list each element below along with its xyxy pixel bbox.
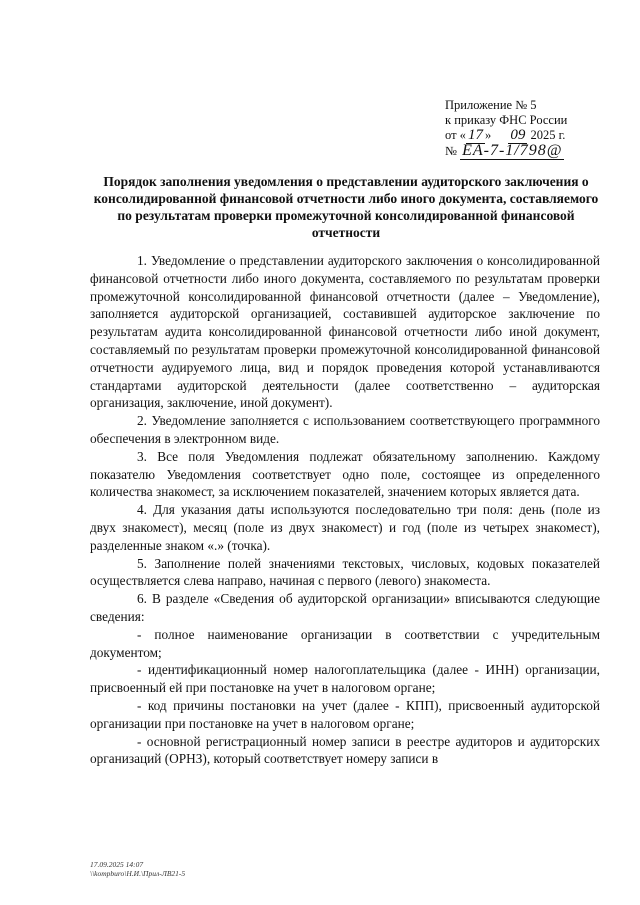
list-item: - полное наименование организации в соответствии с учредительным документом; xyxy=(90,626,600,660)
paragraph-4: 4. Для указания даты используются последовательно три поля: день (поле из двух знакомест), месяц (поле из двух знакомест) и год (поле из четырех знакомест), разделенные знаком «.» (точка). xyxy=(90,502,600,553)
paragraph-6: 6. В разделе «Сведения об аудиторской организации» вписываются следующие сведения: xyxy=(90,591,600,624)
file-path: \\kompburo\Н.И.\Прил-ЛВ21-5 xyxy=(90,869,186,878)
paragraph-1: 1. Уведомление о представлении аудиторского заключения о консолидированной финансовой отчетности либо иного документа, составляемого по результатам проверки промежуточной консолидированной финансовой отчетности (далее – Уведомление), заполняется аудиторской организацией, составившей аудиторское заключение по результатам аудита консолидированной финансовой отчетности либо иной документ, составляемый по результатам проверки промежуточной консолидированной финансовой отчетности аудируемого лица, вид и порядок проведения которой устанавливаются стандартами аудиторской деятельности (далее соответственно – аудиторская организация, заключение, иной документ). xyxy=(90,253,600,411)
paragraph-3: 3. Все поля Уведомления подлежат обязательному заполнению. Каждому показателю Уведомления соответствует одно поле, состоящее из определенного количества знакомест, за исключением показателей, значением которых является дата. xyxy=(90,448,600,500)
order-month: 09 xyxy=(510,127,526,143)
order-date: от « 17 » 09 2025 г. xyxy=(445,127,566,143)
document-body xyxy=(90,252,600,768)
order-day: 17 xyxy=(467,127,483,143)
order-year: 2025 г. xyxy=(530,128,566,142)
appendix-label: Приложение № 5 xyxy=(445,98,537,112)
document-footer xyxy=(90,860,185,878)
paragraph-5: 5. Заполнение полей значениями текстовых, числовых, кодовых показателей осуществляется слева направо, начиная с первого (левого) знакоместа. xyxy=(90,555,600,589)
document-title: Порядок заполнения уведомления о представлении аудиторского заключения о консолидированной финансовой отчетности либо иного документа, составляемого по результатам проверки промежуточной консолидированной финансовой отчетности xyxy=(93,174,599,240)
print-timestamp: 17.09.2025 14:07 xyxy=(90,860,144,869)
list-item: - идентификационный номер налогоплательщика (далее - ИНН) организации, присвоенный ей при постановке на учет в налоговом органе; xyxy=(90,662,600,696)
order-reference: к приказу ФНС России xyxy=(445,113,568,127)
list-item: - основной регистрационный номер записи в реестре аудиторов и аудиторских организаций (ОРНЗ), который соответствует номеру записи в xyxy=(90,733,600,767)
paragraph-2: 2. Уведомление заполняется с использованием соответствующего программного обеспечения в электронном виде. xyxy=(90,413,600,446)
order-number: № ЕА-7-1/798@ xyxy=(445,142,563,159)
order-number-value: ЕА-7-1/798@ xyxy=(462,142,563,159)
appendix-block xyxy=(445,98,567,159)
list-item: - код причины постановки на учет (далее - КПП), присвоенный аудиторской организации при постановке на учет в налоговом органе; xyxy=(90,697,600,731)
